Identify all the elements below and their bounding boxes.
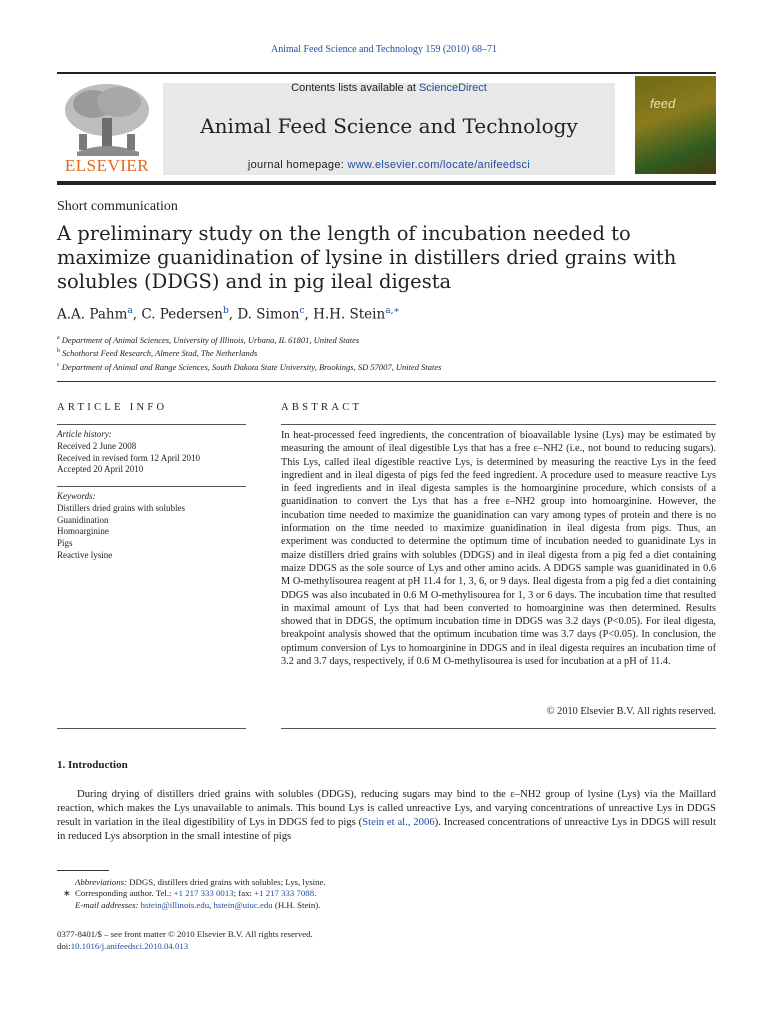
introduction-text: During drying of distillers dried grains with solubles (DDGS), reducing sugars may bind to the ε–NH2 group of lysine (Lys) via the Maillard reaction, which makes the Lys unavailable to animals. This bound Lys is called unreactive Lys, and varying concentrations of unreactive Lys in DDGS result in variation in the ileal digestibility of Lys in DDGS fed to pigs (Stein et al., 2006). Increased concentrations of unreactive Lys in DDGS will result in reduced Lys absorption in the small intestine of pigs bbox=[57, 788, 716, 842]
author-name: D. Simon bbox=[237, 306, 300, 323]
abstract-rule bbox=[281, 424, 716, 425]
article-info-rule bbox=[57, 424, 246, 425]
footnote-rule bbox=[57, 870, 109, 871]
journal-title: Animal Feed Science and Technology bbox=[200, 114, 578, 138]
abstract-copyright: © 2010 Elsevier B.V. All rights reserved. bbox=[546, 706, 716, 717]
abstract-heading: ABSTRACT bbox=[281, 402, 363, 413]
author-affil-link[interactable]: a,∗ bbox=[385, 306, 400, 316]
author-name: C. Pedersen bbox=[141, 306, 223, 323]
author-list: A.A. Pahm$^a$, C. Pedersen$^b$, D. Simon$^c$, H.H. Stein$^{a,∗}$ bbox=[57, 306, 400, 323]
journal-cover-image bbox=[635, 76, 716, 174]
keyword-item: Distillers dried grains with solubles bbox=[57, 502, 185, 513]
keywords bbox=[57, 491, 247, 562]
header-thick-rule bbox=[57, 181, 716, 185]
keyword-item: Reactive lysine bbox=[57, 549, 113, 560]
abstract-bottom-rule bbox=[281, 728, 716, 729]
article-title: A preliminary study on the length of incubation needed to maximize guanidination of lysine in distillers dried grains with solubles (DDGS) and in pig ileal digesta bbox=[57, 222, 677, 293]
issn-line: 0377-8401/$ – see front matter © 2010 Elsevier B.V. All rights reserved. bbox=[57, 929, 313, 939]
homepage-line: journal homepage: www.elsevier.com/locate/anifeedsci bbox=[247, 159, 531, 171]
header-rule bbox=[57, 72, 716, 74]
author-affil-link[interactable]: b bbox=[222, 306, 229, 316]
keywords-label: Keywords: bbox=[57, 491, 96, 501]
author-name: A.A. Pahm bbox=[57, 306, 128, 323]
contents-line: Contents lists available at ScienceDirect bbox=[291, 82, 487, 94]
article-history bbox=[57, 429, 247, 476]
author-name: H.H. Stein bbox=[313, 306, 386, 323]
journal-reference[interactable]: Animal Feed Science and Technology 159 (2010) 68–71 bbox=[270, 44, 497, 55]
keywords-rule bbox=[57, 486, 246, 487]
history-label: Article history: bbox=[57, 429, 112, 439]
email-link[interactable]: hstein@uiuc.edu bbox=[213, 899, 273, 910]
doi-link[interactable]: 10.1016/j.anifeedsci.2010.04.013 bbox=[70, 940, 189, 951]
front-matter bbox=[57, 929, 457, 952]
footnote-abbreviations: Abbreviations: DDGS, distillers dried grains with solubles; Lys, lysine. bbox=[75, 877, 326, 887]
history-item: Received in revised form 12 April 2010 bbox=[57, 452, 200, 463]
article-info-bottom-rule bbox=[57, 728, 246, 729]
email-link[interactable]: hstein@illinois.edu bbox=[140, 899, 210, 910]
journal-cover-title: feed bbox=[650, 96, 676, 111]
publisher-wordmark: ELSEVIER bbox=[64, 156, 150, 175]
homepage-link[interactable]: www.elsevier.com/locate/anifeedsci bbox=[347, 159, 531, 171]
author-affil-link[interactable]: c bbox=[299, 306, 305, 316]
history-item: Accepted 20 April 2010 bbox=[57, 464, 144, 475]
affiliation-item: $^a$ Department of Animal Sciences, University of Illinois, Urbana, IL 61801, United States bbox=[57, 334, 360, 345]
article-type: Short communication bbox=[57, 199, 178, 214]
keyword-item: Guanidination bbox=[57, 514, 109, 525]
author-affil-link[interactable]: a bbox=[127, 306, 133, 316]
introduction-heading: 1. Introduction bbox=[57, 759, 128, 771]
abstract-text: In heat-processed feed ingredients, the concentration of bioavailable lysine (Lys) may be estimated by measuring the amount of ileal digestible Lys that has a free ε–NH2 (i.e., not bound to reducing sugars). This Lys, called ileal digestible reactive Lys, is determined by measuring the reactive Lys in the feed ingredient and in ileal digesta of pigs fed the feed ingredient. A procedure used to measure reactive Lys in feed ingredients and in ileal digesta samples is the homoarginine procedure, which consists of a guanidination to convert the Lys that has a free ε–NH2 group into homoarginine. However, the incubation time needed to maximize the guanidination can vary among types of protein and there is no information on the time needed to maximize guanidination in ileal digesta from pigs. Thus, an experiment was conducted to determine the optimum time of incubation needed to guanidinate Lys in maize distillers dried grains with solubles (DDGS) and in ileal digesta from a pig fed a diet containing maize DDGS as the sole source of Lys and other amino acids. A DDGS sample was guanidinated in 0.6 M O-methylisourea reagent at pH 11.4 for 1, 3, 6, or 9 days. Ileal digesta from a pig fed a diet containing DDGS was also incubated in 0.6 M O-methylisourea for 1, 3 or 6 days. The incubation time that resulted in maximal amount of Lys that had been converted to homoarginine was then determined. Results showed that in DDGS, the optimum incubation time in DDGS was 3.2 days (P<0.05). For ileal digesta, breakpoint analysis showed that the optimum incubation time was 3.7 days (P<0.05). In conclusion, the optimum conversion of Lys to homoarginine in DDGS and in ileal digesta requires an incubation time of 3.2 and 3.7 days, respectively, if 0.6 M O-methylisourea is used for incubation at a pH of 11.4. bbox=[281, 430, 716, 668]
keyword-item: Pigs bbox=[57, 538, 73, 549]
doi-line: doi:10.1016/j.anifeedsci.2010.04.013 bbox=[57, 940, 189, 951]
affiliation-item: $^c$ Department of Animal and Range Sciences, South Dakota State University, Brookings, SD 57007, United States bbox=[57, 361, 442, 372]
article-info-heading: ARTICLE INFO bbox=[57, 402, 168, 413]
footnotes bbox=[57, 877, 717, 911]
footnote-corresponding: ∗ Corresponding author. Tel.: +1 217 333 0013; fax: +1 217 333 7088. bbox=[63, 888, 317, 899]
affiliations bbox=[57, 333, 717, 373]
footnote-emails: E-mail addresses: hstein@illinois.edu, hstein@uiuc.edu (H.H. Stein). bbox=[75, 899, 321, 910]
affiliation-item: $^b$ Schothorst Feed Research, Almere Stad, The Netherlands bbox=[57, 348, 258, 359]
keyword-item: Homoarginine bbox=[57, 526, 109, 537]
citation-link[interactable]: Stein et al., 2006 bbox=[362, 816, 435, 828]
section-rule bbox=[57, 381, 716, 382]
fax-link[interactable]: +1 217 333 7088 bbox=[254, 888, 315, 899]
sciencedirect-link[interactable]: ScienceDirect bbox=[418, 82, 487, 94]
phone-link[interactable]: +1 217 333 0013 bbox=[173, 888, 234, 899]
history-item: Received 2 June 2008 bbox=[57, 440, 137, 451]
